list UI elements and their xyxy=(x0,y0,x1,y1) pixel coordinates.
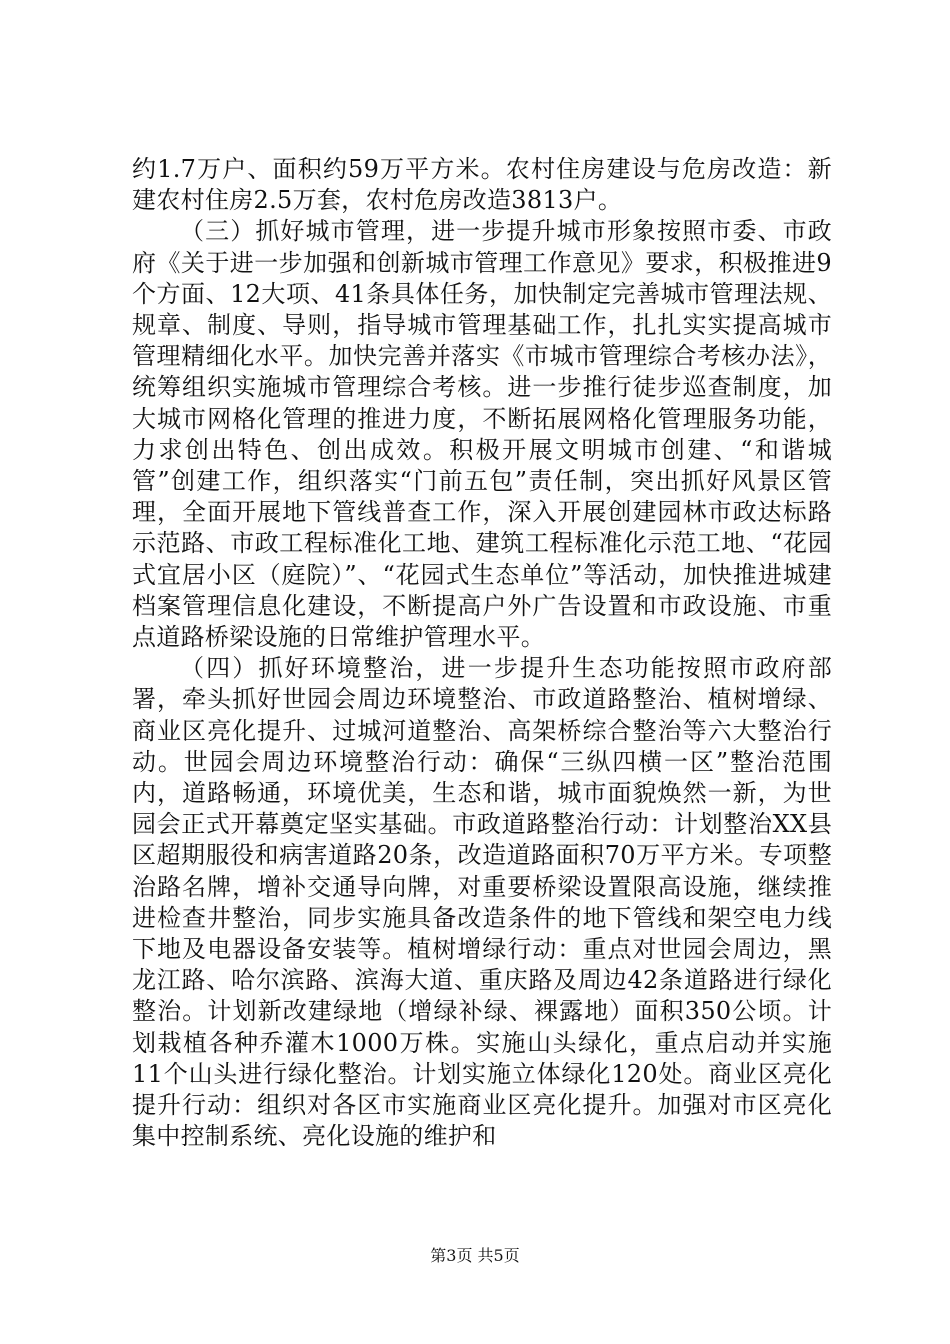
document-body xyxy=(132,154,832,1153)
paragraph-city-management: （三）抓好城市管理，进一步提升城市形象按照市委、市政府《关于进一步加强和创新城市管理工作意见》要求，积极推进9个方面、12大项、41条具体任务，加快制定完善城市管理法规、规章、制度、导则，指导城市管理基础工作，扎扎实实提高城市管理精细化水平。加快完善并落实《市城市管理综合考核办法》，统筹组织实施城市管理综合考核。进一步推行徒步巡查制度，加大城市网格化管理的推进力度，不断拓展网格化管理服务功能，力求创出特色、创出成效。积极开展文明城市创建、“和谐城管”创建工作，组织落实“门前五包”责任制，突出抓好风景区管理，全面开展地下管线普查工作，深入开展创建园林市政达标路示范路、市政工程标准化工地、建筑工程标准化示范工地、“花园式宜居小区（庭院）”、“花园式生态单位”等活动，加快推进城建档案管理信息化建设，不断提高户外广告设置和市政设施、市重点道路桥梁设施的日常维护管理水平。 xyxy=(132,217,832,652)
paragraph-continuation: 约1.7万户、面积约59万平方米。农村住房建设与危房改造：新建农村住房2.5万套，农村危房改造3813户。 xyxy=(132,155,832,215)
paragraph-environment-renovation: （四）抓好环境整治，进一步提升生态功能按照市政府部署，牵头抓好世园会周边环境整治、市政道路整治、植树增绿、商业区亮化提升、过城河道整治、高架桥综合整治等六大整治行动。世园会周边环境整治行动：确保“三纵四横一区”整治范围内，道路畅通，环境优美，生态和谐，城市面貌焕然一新，为世园会正式开幕奠定坚实基础。市政道路整治行动：计划整治XX县区超期服役和病害道路20条，改造道路面积70万平方米。专项整治路名牌，增补交通导向牌，对重要桥梁设置限高设施，继续推进检查井整治，同步实施具备改造条件的地下管线和架空电力线下地及电器设备安装等。植树增绿行动：重点对世园会周边，黑龙江路、哈尔滨路、滨海大道、重庆路及周边42条道路进行绿化整治。计划新改建绿地（增绿补绿、裸露地）面积350公顷。计划栽植各种乔灌木1000万株。实施山头绿化，重点启动并实施11个山头进行绿化整治。计划实施立体绿化120处。商业区亮化提升行动：组织对各区市实施商业区亮化提升。加强对市区亮化集中控制系统、亮化设施的维护和 xyxy=(132,654,832,1151)
page-number-footer: 第3页 共5页 xyxy=(430,1246,520,1265)
